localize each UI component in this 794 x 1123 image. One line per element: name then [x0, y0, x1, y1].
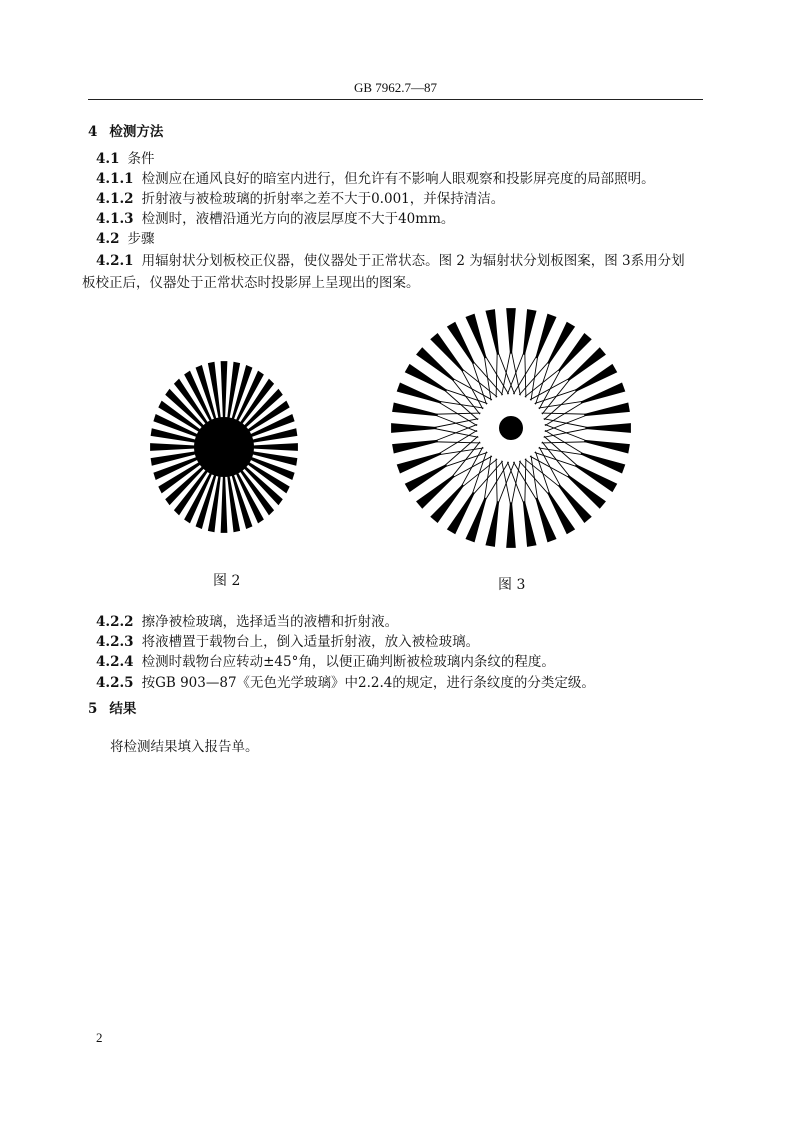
clause-number: 4.1.3: [96, 211, 134, 227]
section-title: 结果: [109, 701, 137, 717]
figure-3-spoke: [391, 423, 437, 433]
clause-text: 将液槽置于载物台上，倒入适量折射液，放入被检玻璃。: [141, 634, 480, 650]
figure-3-spoke: [523, 309, 537, 355]
clause-number: 4.2.1: [96, 253, 134, 269]
running-header: GB 7962.7—87: [353, 80, 438, 95]
figure-3-crossing-line: [433, 414, 477, 431]
figure-3-center-dot: [499, 416, 523, 440]
figure-3-crossing-line: [433, 442, 480, 443]
header-rule: [88, 99, 703, 100]
clause-number: 4.1: [96, 151, 120, 167]
figure-3-crossing-line: [442, 452, 487, 467]
figure-2-radial-reticle: [148, 358, 300, 536]
figure-2-caption: 图 2: [213, 573, 241, 589]
clause-text: 擦净被检玻璃，选择适当的液槽和折射液。: [141, 614, 399, 630]
figure-3-crossing-line: [530, 377, 572, 400]
section-5-heading: [88, 699, 136, 719]
clause-text: 检测时，液槽沿通光方向的液层厚度不大于40mm。: [141, 211, 455, 227]
clause-4-2-2: [96, 612, 398, 632]
clause-number: 4.2.2: [96, 614, 134, 630]
clause-4-2-1-continued: 板校正后，仪器处于正常状态时投影屏上呈现出的图案。: [82, 275, 420, 291]
clause-4-2-5: [96, 673, 595, 693]
clause-number: 4.1.2: [96, 191, 134, 207]
figure-3-crossing-line: [535, 388, 580, 403]
clause-text: 折射液与被检玻璃的折射率之差不大于0.001，并保持清洁。: [141, 191, 505, 207]
clause-text: 按GB 903—87《无色光学玻璃》中2.2.4的规定，进行条纹度的分类定级。: [141, 675, 595, 691]
figure-3-spoke: [485, 501, 499, 547]
figure-3-spoke: [584, 440, 630, 454]
figure-3-crossing-line: [531, 456, 538, 503]
figure-3-spoke: [585, 423, 631, 433]
clause-4-1: [96, 149, 155, 169]
section-number: 4: [88, 124, 98, 140]
figure-3-crossing-line: [525, 459, 526, 506]
figure-3-crossing-line: [496, 350, 497, 397]
clause-text: 检测应在通风良好的暗室内进行，但允许有不影响人眼观察和投影屏亮度的局部照明。: [141, 171, 655, 187]
figure-3-crossing-line: [507, 350, 524, 394]
figure-3-crossing-line: [539, 401, 586, 408]
figure-3-crossing-line: [471, 359, 486, 404]
section-number: 5: [88, 701, 98, 717]
figure-3-crossing-line: [535, 452, 550, 497]
clause-number: 4.2.5: [96, 675, 134, 691]
section-title: 检测方法: [109, 124, 164, 140]
figure-3-crossing-line: [450, 456, 492, 479]
figure-3-projected-pattern: [390, 306, 632, 550]
clause-4-1-1: [96, 169, 655, 189]
figure-3-spoke: [506, 308, 516, 354]
figure-3-spoke: [392, 402, 438, 416]
figure-3-spoke: [392, 440, 438, 454]
clause-text-line-1: 用辐射状分划板校正仪器，使仪器处于正常状态。图 2 为辐射状分划板图案，图 3系用分划: [141, 253, 685, 269]
clause-number: 4.2.4: [96, 654, 134, 670]
figure-3-crossing-line: [542, 413, 589, 414]
figure-3-crossing-line: [484, 354, 491, 401]
clause-number: 4.1.1: [96, 171, 134, 187]
figure-3-crossing-line: [497, 350, 514, 394]
clause-number: 4.2.3: [96, 634, 134, 650]
page-number: 2: [96, 1030, 103, 1045]
figure-2-center-disc: [194, 417, 254, 477]
clause-4-1-2: [96, 189, 504, 209]
section-4-heading: [88, 122, 163, 142]
figure-3-spoke: [523, 501, 537, 547]
figure-3-crossing-line: [497, 462, 514, 506]
clause-4-2: [96, 229, 155, 249]
clause-4-2-1: [96, 251, 685, 271]
clause-4-2-4: [96, 652, 555, 672]
figure-3-crossing-line: [539, 447, 562, 489]
figure-3-spoke: [485, 309, 499, 355]
figure-3-spoke: [584, 402, 630, 416]
clause-number: 4.2: [96, 231, 120, 247]
clause-4-2-3: [96, 632, 479, 652]
figure-3-crossing-line: [460, 367, 483, 409]
clause-title: 条件: [127, 151, 155, 167]
clause-text: 检测时载物台应转动±45°角，以便正确判断被检玻璃内条纹的程度。: [141, 654, 555, 670]
clause-title: 步骤: [127, 231, 155, 247]
clause-4-1-3: [96, 209, 454, 229]
figure-3-caption: 图 3: [498, 577, 526, 593]
figure-3-crossing-line: [545, 424, 589, 441]
figure-3-spoke: [506, 502, 516, 548]
figure-3-crossing-line: [437, 448, 484, 455]
result-paragraph: 将检测结果填入报告单。: [110, 739, 259, 755]
